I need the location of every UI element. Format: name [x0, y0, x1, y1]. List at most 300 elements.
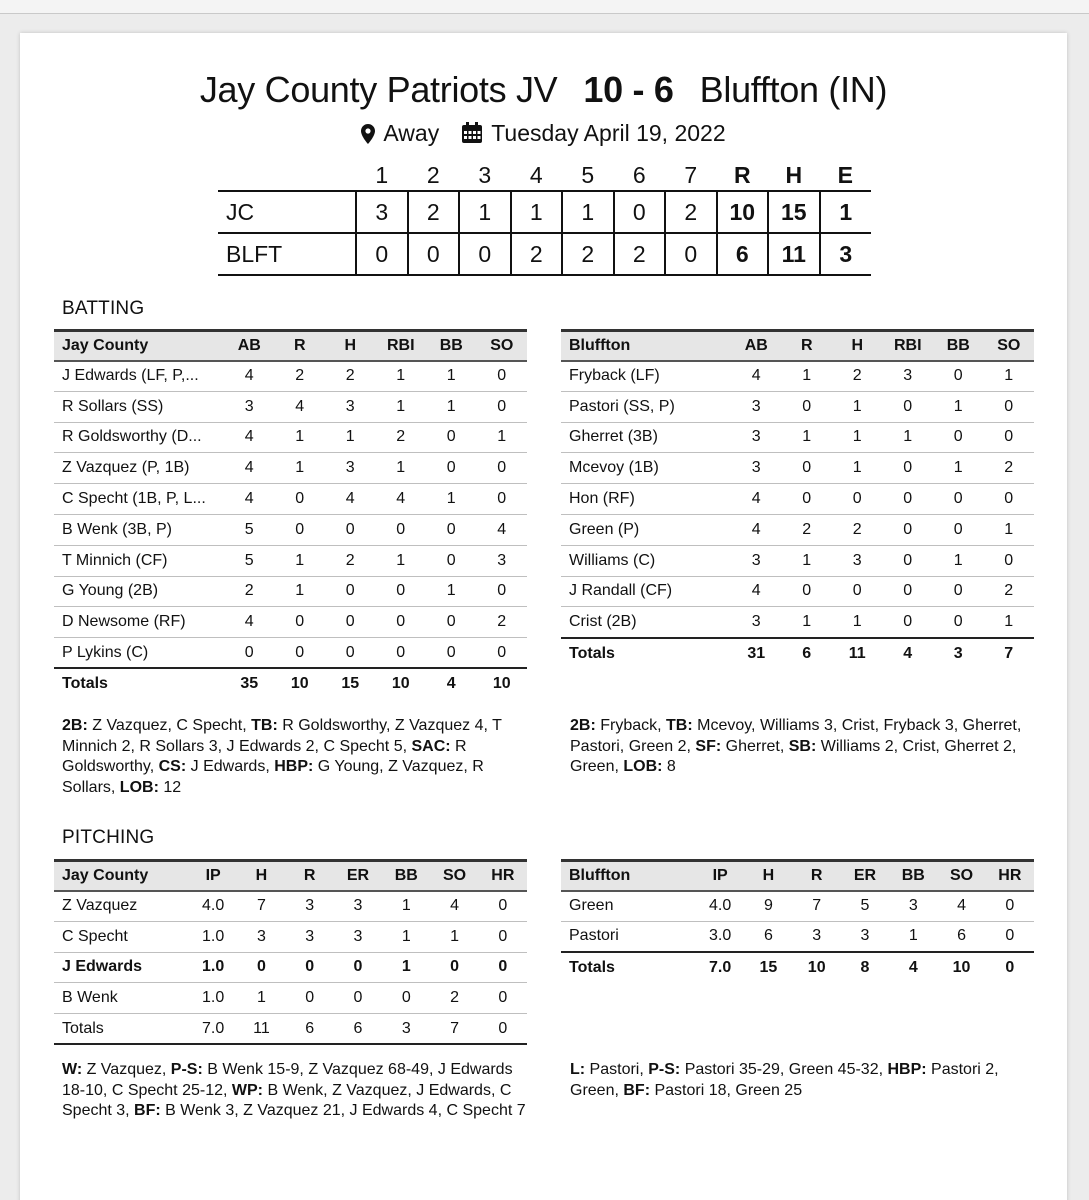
- stat-cell: 0: [334, 983, 382, 1014]
- note-label: SF:: [695, 737, 722, 755]
- note-label: BF:: [623, 1081, 651, 1099]
- note-label: SAC:: [411, 737, 451, 755]
- inning-score: 0: [459, 233, 511, 275]
- totals-label: Totals: [561, 952, 696, 983]
- stat-cell: 1: [430, 921, 478, 952]
- player-row: [54, 514, 527, 545]
- inning-header: 7: [684, 162, 698, 188]
- stat-cell: 4: [275, 391, 326, 422]
- stat-cell: 7: [793, 891, 841, 922]
- line-score-team: JC: [218, 191, 356, 233]
- game-info: [20, 120, 1067, 150]
- inning-score: 3: [356, 191, 408, 233]
- player-row: [54, 391, 527, 422]
- game-title: [20, 69, 1067, 111]
- stat-cell: 1.0: [189, 983, 237, 1014]
- stat-cell: 0: [477, 453, 528, 484]
- inning-score: 2: [511, 233, 563, 275]
- note-label: SB:: [788, 737, 817, 755]
- stat-cell: 0: [984, 545, 1035, 576]
- totals-cell: 3: [382, 1014, 430, 1045]
- player-name: Gherret (3B): [561, 422, 731, 453]
- player-name: C Specht (1B, P, L...: [54, 484, 224, 515]
- player-name: J Randall (CF): [561, 576, 731, 607]
- stat-cell: 3: [889, 891, 937, 922]
- stat-cell: 1: [782, 607, 833, 638]
- stat-cell: 2: [325, 361, 376, 392]
- player-row: [54, 983, 527, 1014]
- stat-cell: 0: [933, 361, 984, 392]
- player-row: [561, 361, 1034, 392]
- stat-cell: 4: [731, 514, 782, 545]
- stat-cell: 0: [426, 422, 477, 453]
- totals-row: [54, 1014, 527, 1045]
- note-text: R Goldsworthy,: [62, 737, 467, 775]
- stat-cell: 0: [275, 607, 326, 638]
- stat-cell: 0: [479, 891, 527, 922]
- stat-cell: 1: [275, 453, 326, 484]
- stat-cell: 0: [325, 514, 376, 545]
- stat-cell: 3: [731, 422, 782, 453]
- stat-cell: 0: [832, 484, 883, 515]
- stat-cell: 1: [984, 361, 1035, 392]
- stat-cell: 3: [325, 453, 376, 484]
- note-text: Z Vazquez, C Specht,: [87, 717, 252, 734]
- stat-cell: 1: [933, 453, 984, 484]
- stat-cell: 3: [731, 545, 782, 576]
- player-name: J Edwards (LF, P,...: [54, 361, 224, 392]
- stat-cell: 0: [782, 391, 833, 422]
- team-column-header: Jay County: [54, 861, 189, 891]
- totals-cell: 4: [426, 668, 477, 699]
- player-name: R Sollars (SS): [54, 391, 224, 422]
- calendar-icon: [461, 122, 483, 150]
- pitching-table-bluffton: [561, 859, 1034, 983]
- totals-cell: 0: [986, 952, 1034, 983]
- note-text: B Wenk, Z Vazquez, J Edwards, C Specht 3,: [62, 1081, 512, 1119]
- stat-column-header: H: [325, 331, 376, 361]
- inning-score: 2: [614, 233, 666, 275]
- stat-cell: 0: [986, 921, 1034, 952]
- stat-cell: 0: [782, 484, 833, 515]
- stat-cell: 3: [832, 545, 883, 576]
- totals-row: [561, 638, 1034, 669]
- inning-header: 1: [375, 162, 389, 188]
- stat-cell: 6: [744, 921, 792, 952]
- stat-cell: 0: [376, 576, 427, 607]
- stat-cell: 4: [224, 361, 275, 392]
- line-score-row: [218, 191, 871, 233]
- stat-column-header: BB: [382, 861, 430, 891]
- stat-column-header: IP: [696, 861, 744, 891]
- pitching-notes-bluffton: [570, 1060, 1035, 1101]
- totals-cell: 6: [286, 1014, 334, 1045]
- stat-cell: 0: [286, 952, 334, 983]
- player-name: Z Vazquez (P, 1B): [54, 453, 224, 484]
- totals-cell: 35: [224, 668, 275, 699]
- stat-cell: 3: [286, 921, 334, 952]
- stat-cell: 3: [731, 607, 782, 638]
- player-name: Pastori (SS, P): [561, 391, 731, 422]
- inning-header: 3: [478, 162, 492, 188]
- stat-cell: 4: [325, 484, 376, 515]
- stat-cell: 3: [224, 391, 275, 422]
- stat-cell: 1: [984, 514, 1035, 545]
- stat-column-header: AB: [731, 331, 782, 361]
- stat-cell: 0: [426, 453, 477, 484]
- totals-cell: 11: [832, 638, 883, 669]
- player-name: T Minnich (CF): [54, 545, 224, 576]
- note-text: J Edwards,: [186, 758, 275, 775]
- player-name: Pastori: [561, 921, 696, 952]
- player-row: [561, 484, 1034, 515]
- totals-cell: 7.0: [696, 952, 744, 983]
- stat-cell: 2: [984, 576, 1035, 607]
- note-label: TB:: [251, 717, 278, 734]
- stat-cell: 0: [479, 921, 527, 952]
- inning-header: 6: [632, 162, 646, 188]
- stat-column-header: HR: [986, 861, 1034, 891]
- stat-cell: 4: [477, 514, 528, 545]
- stat-column-header: SO: [984, 331, 1035, 361]
- stat-cell: 4: [731, 576, 782, 607]
- stat-cell: 0: [883, 484, 934, 515]
- note-label: LOB:: [623, 758, 663, 775]
- stat-column-header: R: [782, 331, 833, 361]
- player-name: Green: [561, 891, 696, 922]
- player-row: [561, 891, 1034, 922]
- stat-cell: 0: [984, 391, 1035, 422]
- stat-cell: 1: [275, 545, 326, 576]
- stat-cell: 3: [237, 921, 285, 952]
- inning-score: 0: [356, 233, 408, 275]
- totals-cell: 8: [841, 952, 889, 983]
- stat-cell: 1: [883, 422, 934, 453]
- stat-cell: 0: [430, 952, 478, 983]
- stat-cell: 1: [889, 921, 937, 952]
- stat-cell: 3: [477, 545, 528, 576]
- inning-score: 0: [408, 233, 460, 275]
- stat-cell: 4: [731, 361, 782, 392]
- player-name: G Young (2B): [54, 576, 224, 607]
- stat-cell: 0: [275, 514, 326, 545]
- stat-cell: 4.0: [189, 891, 237, 922]
- stat-cell: 5: [224, 514, 275, 545]
- stat-column-header: SO: [477, 331, 528, 361]
- totals-cell: 31: [731, 638, 782, 669]
- stat-cell: 0: [426, 545, 477, 576]
- player-row: [54, 952, 527, 983]
- stat-column-header: SO: [937, 861, 985, 891]
- player-row: [561, 453, 1034, 484]
- stat-cell: 0: [933, 514, 984, 545]
- stat-cell: 4: [224, 422, 275, 453]
- stat-cell: 1: [426, 391, 477, 422]
- stat-cell: 0: [883, 607, 934, 638]
- window-top-bar: [0, 0, 1089, 14]
- hits-header: H: [785, 162, 803, 188]
- totals-cell: 7.0: [189, 1014, 237, 1045]
- player-row: [54, 607, 527, 638]
- stat-cell: 9: [744, 891, 792, 922]
- stat-cell: 0: [933, 422, 984, 453]
- note-text: R Goldsworthy, Z Vazquez 4, T Minnich 2, R Sollars 3, J Edwards 2, C Specht 5,: [62, 717, 502, 755]
- pitching-table-jay-county: [54, 859, 527, 1045]
- note-text: Mcevoy, Williams 3, Crist, Fryback 3, Gherret, Pastori, Green 2,: [570, 717, 1022, 755]
- stat-cell: 0: [883, 576, 934, 607]
- pitching-notes-jay-county: [62, 1060, 527, 1122]
- stat-cell: 0: [382, 983, 430, 1014]
- runs-total: 10: [717, 191, 769, 233]
- stat-cell: 0: [933, 607, 984, 638]
- stat-cell: 1: [376, 391, 427, 422]
- note-label: BF:: [134, 1102, 161, 1119]
- stat-cell: 0: [426, 638, 477, 669]
- errors-total: 1: [820, 191, 872, 233]
- stat-cell: 0: [477, 391, 528, 422]
- line-score-header: [218, 161, 871, 191]
- stat-column-header: HR: [479, 861, 527, 891]
- stat-cell: 0: [376, 514, 427, 545]
- player-row: [54, 361, 527, 392]
- stat-cell: 1.0: [189, 952, 237, 983]
- game-location: Away: [383, 120, 440, 146]
- team-column-header: Bluffton: [561, 861, 696, 891]
- line-score-table: [218, 161, 871, 276]
- stat-cell: 4: [430, 891, 478, 922]
- errors-header: E: [837, 162, 853, 188]
- stat-cell: 1: [782, 422, 833, 453]
- player-row: [561, 576, 1034, 607]
- team-column-header: Jay County: [54, 331, 224, 361]
- stat-column-header: R: [275, 331, 326, 361]
- stat-cell: 0: [477, 576, 528, 607]
- hits-total: 11: [768, 233, 820, 275]
- stat-cell: 1: [382, 921, 430, 952]
- stat-cell: 5: [841, 891, 889, 922]
- note-label: HBP:: [274, 758, 314, 775]
- inning-header: 5: [581, 162, 595, 188]
- stat-cell: 2: [984, 453, 1035, 484]
- note-text: 12: [158, 778, 182, 796]
- stat-cell: 2: [224, 576, 275, 607]
- totals-cell: 6: [334, 1014, 382, 1045]
- note-text: 8: [662, 758, 676, 775]
- stat-cell: 3: [731, 391, 782, 422]
- stat-cell: 4: [224, 607, 275, 638]
- stat-column-header: H: [832, 331, 883, 361]
- table-header-row: [561, 861, 1034, 891]
- stat-cell: 0: [479, 952, 527, 983]
- stat-cell: 0: [984, 422, 1035, 453]
- stat-cell: 1: [237, 983, 285, 1014]
- stat-cell: 1: [382, 952, 430, 983]
- stat-cell: 2: [477, 607, 528, 638]
- totals-cell: 11: [237, 1014, 285, 1045]
- stat-column-header: RBI: [376, 331, 427, 361]
- stat-cell: 0: [883, 453, 934, 484]
- note-label: P-S:: [648, 1061, 681, 1078]
- note-label: 2B:: [570, 717, 596, 734]
- stat-column-header: ER: [334, 861, 382, 891]
- player-name: Williams (C): [561, 545, 731, 576]
- stat-cell: 1: [325, 422, 376, 453]
- totals-cell: 4: [883, 638, 934, 669]
- batting-notes-bluffton: [570, 716, 1035, 778]
- stat-cell: 2: [376, 422, 427, 453]
- stat-cell: 4: [731, 484, 782, 515]
- note-label: W:: [62, 1061, 83, 1078]
- stat-cell: 0: [984, 484, 1035, 515]
- stat-cell: 1: [832, 607, 883, 638]
- stat-column-header: BB: [426, 331, 477, 361]
- stat-cell: 0: [237, 952, 285, 983]
- stat-cell: 1: [832, 453, 883, 484]
- stat-cell: 6: [937, 921, 985, 952]
- note-text: Pastori,: [585, 1061, 649, 1078]
- stat-cell: 0: [477, 484, 528, 515]
- note-label: WP:: [231, 1081, 263, 1099]
- player-name: P Lykins (C): [54, 638, 224, 669]
- stat-cell: 2: [430, 983, 478, 1014]
- player-row: [54, 484, 527, 515]
- stat-cell: 0: [275, 638, 326, 669]
- stat-cell: 3: [793, 921, 841, 952]
- home-team-name: Jay County Patriots JV: [199, 69, 558, 110]
- note-label: L:: [570, 1061, 586, 1078]
- stat-column-header: ER: [841, 861, 889, 891]
- totals-cell: 3: [933, 638, 984, 669]
- stat-cell: 5: [224, 545, 275, 576]
- inning-score: 1: [511, 191, 563, 233]
- table-header-row: [54, 861, 527, 891]
- stat-cell: 0: [883, 545, 934, 576]
- stat-column-header: R: [793, 861, 841, 891]
- stat-column-header: BB: [889, 861, 937, 891]
- stat-cell: 2: [782, 514, 833, 545]
- stat-column-header: SO: [430, 861, 478, 891]
- player-name: R Goldsworthy (D...: [54, 422, 224, 453]
- totals-cell: 0: [479, 1014, 527, 1045]
- stat-cell: 1: [782, 545, 833, 576]
- stat-cell: 2: [832, 361, 883, 392]
- batting-section-title: BATTING: [62, 298, 145, 319]
- inning-score: 2: [665, 191, 717, 233]
- stat-cell: 0: [479, 983, 527, 1014]
- inning-score: 1: [562, 191, 614, 233]
- player-row: [54, 453, 527, 484]
- stat-cell: 1: [984, 607, 1035, 638]
- player-name: Fryback (LF): [561, 361, 731, 392]
- stat-cell: 2: [325, 545, 376, 576]
- totals-cell: 10: [937, 952, 985, 983]
- stat-cell: 1: [933, 391, 984, 422]
- note-label: LOB:: [119, 778, 159, 796]
- batting-table-jay-county: [54, 329, 527, 699]
- stat-cell: 1: [275, 576, 326, 607]
- stat-cell: 1: [382, 891, 430, 922]
- stat-cell: 3: [731, 453, 782, 484]
- inning-score: 2: [408, 191, 460, 233]
- player-name: D Newsome (RF): [54, 607, 224, 638]
- stat-cell: 1: [426, 484, 477, 515]
- stat-cell: 0: [426, 607, 477, 638]
- stat-cell: 0: [782, 453, 833, 484]
- stat-cell: 0: [325, 638, 376, 669]
- stat-cell: 4: [224, 484, 275, 515]
- stat-cell: 0: [334, 952, 382, 983]
- inning-score: 0: [665, 233, 717, 275]
- game-date: Tuesday April 19, 2022: [491, 120, 726, 146]
- player-row: [54, 422, 527, 453]
- stat-column-header: R: [286, 861, 334, 891]
- runs-header: R: [733, 162, 751, 188]
- player-name: C Specht: [54, 921, 189, 952]
- totals-row: [561, 952, 1034, 983]
- player-row: [561, 422, 1034, 453]
- inning-header: 4: [529, 162, 543, 188]
- stat-cell: 1: [782, 361, 833, 392]
- stat-cell: 0: [325, 607, 376, 638]
- stat-cell: 0: [933, 576, 984, 607]
- stat-cell: 0: [782, 576, 833, 607]
- batting-table-bluffton: [561, 329, 1034, 668]
- note-text: Fryback,: [595, 717, 667, 734]
- player-row: [561, 545, 1034, 576]
- stat-cell: 0: [883, 391, 934, 422]
- line-score-team: BLFT: [218, 233, 356, 275]
- stat-cell: 1: [426, 361, 477, 392]
- stat-column-header: BB: [933, 331, 984, 361]
- stat-cell: 0: [832, 576, 883, 607]
- totals-cell: 15: [325, 668, 376, 699]
- player-name: Mcevoy (1B): [561, 453, 731, 484]
- note-text: Z Vazquez,: [82, 1061, 171, 1078]
- stat-cell: 0: [477, 638, 528, 669]
- stat-cell: 0: [883, 514, 934, 545]
- note-text: Pastori 35-29, Green 45-32,: [680, 1061, 888, 1078]
- inning-score: 2: [562, 233, 614, 275]
- note-text: B Wenk 3, Z Vazquez 21, J Edwards 4, C Specht 7: [160, 1102, 526, 1119]
- table-header-row: [54, 331, 527, 361]
- stat-cell: 0: [376, 607, 427, 638]
- totals-cell: 10: [376, 668, 427, 699]
- stat-column-header: AB: [224, 331, 275, 361]
- stat-cell: 1: [477, 422, 528, 453]
- stat-cell: 0: [376, 638, 427, 669]
- stat-cell: 0: [933, 484, 984, 515]
- totals-cell: 15: [744, 952, 792, 983]
- note-text: Pastori 18, Green 25: [650, 1081, 803, 1099]
- stat-cell: 2: [832, 514, 883, 545]
- note-text: G Young, Z Vazquez, R Sollars,: [62, 758, 484, 796]
- stat-cell: 1: [832, 391, 883, 422]
- stat-cell: 2: [275, 361, 326, 392]
- hits-total: 15: [768, 191, 820, 233]
- inning-header: 2: [426, 162, 440, 188]
- pitching-section-title: PITCHING: [62, 827, 155, 848]
- stat-cell: 3: [334, 921, 382, 952]
- stat-cell: 0: [286, 983, 334, 1014]
- totals-label: Totals: [54, 668, 224, 699]
- line-score-row: [218, 233, 871, 275]
- note-text: B Wenk 15-9, Z Vazquez 68-49, J Edwards 18-10, C Specht 25-12,: [62, 1061, 513, 1099]
- note-label: P-S:: [170, 1061, 203, 1078]
- totals-cell: 7: [430, 1014, 478, 1045]
- stat-cell: 1: [275, 422, 326, 453]
- final-score: 10 - 6: [583, 69, 674, 110]
- stat-column-header: RBI: [883, 331, 934, 361]
